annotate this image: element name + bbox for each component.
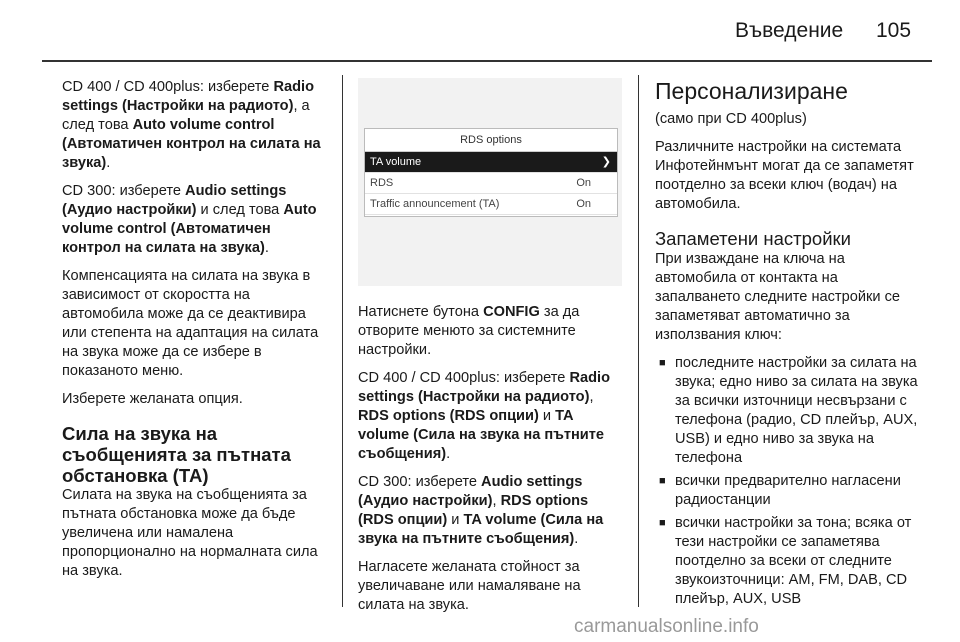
list-item: ■ всички настройки за тона; всяка от тези настройки се запаметява поотделно за всеки от следните звукоизточници: AM, FM, DAB, CD плейър, AUX, USB [655,514,927,609]
paragraph: (само при CD 400plus) [655,111,807,127]
paragraph: CD 300: изберете Audio settings (Аудио настройки) и след това Auto volume control (Автоматичен контрол на силата на звука). [62,183,317,256]
menu-title: RDS options [365,129,617,152]
paragraph: Нагласете желаната стойност за увеличаване или намаляване на силата на звука. [358,559,581,613]
section-heading: Запаметени настройки [655,228,851,249]
section-heading: Сила на звука на съобщенията за пътната обстановка (ТА) [62,423,291,486]
rds-options-screenshot [358,78,622,286]
paragraph: Силата на звука на съобщенията за пътната обстановка може да бъде увеличена или намалена пропорционално на нормалната сила на звука. [62,487,318,579]
column-divider-2 [638,75,639,607]
paragraph: Компенсацията на силата на звука в зависимост от скоростта на автомобила може да се деактивира или степента на адаптация на силата на звука може да се избере в показаното меню. [62,268,319,379]
menu-item-ta-volume[interactable] [365,152,617,173]
watermark: carmanualsonline.info [574,616,759,637]
column-3 [655,78,927,613]
bullet-list [655,354,927,609]
paragraph: При изваждане на ключа на автомобила от контакта на запалването следните настройки се запаметяват автоматично за използвания ключ: [655,251,901,343]
menu-item-value: On [576,177,591,189]
paragraph: Натиснете бутона CONFIG за да отворите менюто за системните настройки. [358,304,580,358]
paragraph: CD 400 / CD 400plus: изберете Radio settings (Настройки на радиото), а след това Auto volume control (Автоматичен контрол на силата на звука). [62,79,321,171]
header-rule [42,60,932,62]
list-item: ■ всички предварително нагласени радиостанции [655,472,927,510]
section-title-personalization: Персонализиране [655,78,848,104]
display-screen [364,128,618,217]
page-number: 105 [876,19,912,42]
menu-item-rds[interactable] [365,173,617,194]
list-item: ■ последните настройки за силата на звука; едно ниво за силата на звука за всички източници несвързани с телефона (радио, CD плейър, AUX, USB) и едно ниво за звука на телефона [655,354,927,468]
menu-item-label: Traffic announcement (TA) [370,198,500,210]
menu-item-value: On [576,198,591,210]
menu-item-label: RDS [370,177,394,189]
chevron-right-icon: ❯ [601,156,611,168]
paragraph: Изберете желаната опция. [62,391,243,407]
paragraph: Различните настройки на системата Инфотейнмънт могат да се запаметят поотделно за всеки ключ (водач) на автомобила. [655,139,914,212]
paragraph: CD 400 / CD 400plus: изберете Radio settings (Настройки на радиото), RDS options (RDS опции) и TA volume (Сила на звука на пътните съобщения). [358,370,610,462]
column-divider-1 [342,75,343,607]
menu-item-traffic-announcement[interactable] [365,194,617,215]
column-2 [358,303,626,624]
menu-item-label: TA volume [370,156,422,168]
section-title: Въведение [735,19,844,42]
paragraph: CD 300: изберете Audio settings (Аудио настройки), RDS options (RDS опции) и TA volume (Сила на звука на пътните съобщения). [358,474,604,547]
column-1 [62,78,330,590]
